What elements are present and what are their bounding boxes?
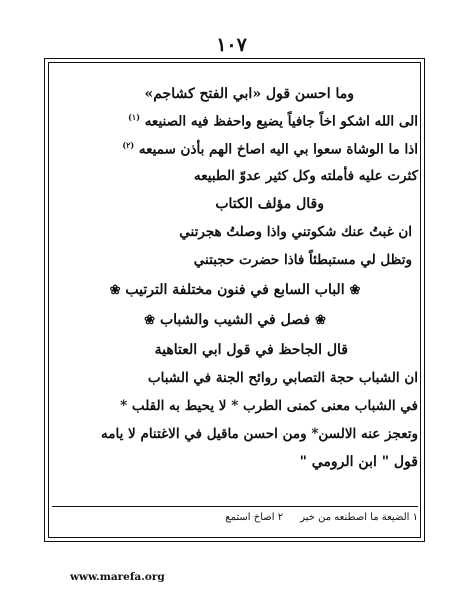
footnotes <box>52 512 418 523</box>
text-line-5: وقال مؤلف الكتاب <box>215 196 324 212</box>
section-title: فصل في الشيب والشباب <box>159 312 311 328</box>
text-line-2 <box>128 112 418 130</box>
footnote-1: ١ الضيعة ما اصطنعه من خير <box>300 512 418 523</box>
text-line-1: وما احسن قول «ابي الفتح كشاجم» <box>144 86 354 102</box>
text-line-11: ان الشباب حجة التصابي روائح الجنة في الشباب <box>147 370 418 386</box>
ornament-icon: ❀ <box>314 313 326 328</box>
footnote-rule <box>52 506 418 507</box>
website-watermark: www.marefa.org <box>70 571 165 583</box>
page-number: ١٠٧ <box>216 34 247 56</box>
line-text: الى الله اشكو اخاً جافياً يضيع واحفظ فيه الصنيعه <box>144 113 418 130</box>
text-line-14: قول " ابن الرومي " <box>299 454 418 470</box>
text-line-9 <box>52 312 418 328</box>
text-line-8 <box>52 282 418 298</box>
text-line-6: ان غبتُ عنك شكوتني واذا وصلتُ هجرتني <box>179 224 412 240</box>
text-line-12: في الشباب معنى كمنى الطرب * لا يحيط به القلب * <box>120 398 418 414</box>
footnote-marker-1: (١) <box>128 112 140 122</box>
ornament-icon: ❀ <box>349 283 361 298</box>
line-text: اذا ما الوشاة سعوا بي اليه اصاخ الهم بأذن سميعه <box>138 141 418 158</box>
text-line-3 <box>122 140 418 158</box>
ornament-icon: ❀ <box>144 313 156 328</box>
ornament-icon: ❀ <box>109 283 121 298</box>
chapter-title: الباب السابع في فنون مختلفة الترتيب <box>125 282 345 298</box>
text-line-7: وتظل لي مستبطئاً فاذا حضرت حجبتني <box>193 252 412 268</box>
footnote-marker-2: (٢) <box>122 140 135 150</box>
text-line-10: قال الجاحظ في قول ابي العتاهية <box>154 342 348 358</box>
footnote-2: ٢ اصاخ استمع <box>225 512 284 523</box>
text-line-13: وتعجز عنه الالسن* ومن احسن ماقيل في الاغتنام لا يامه <box>101 426 418 442</box>
text-line-4: كثرت عليه فأملته وكل كثير عدوّ الطبيعه <box>194 168 418 184</box>
